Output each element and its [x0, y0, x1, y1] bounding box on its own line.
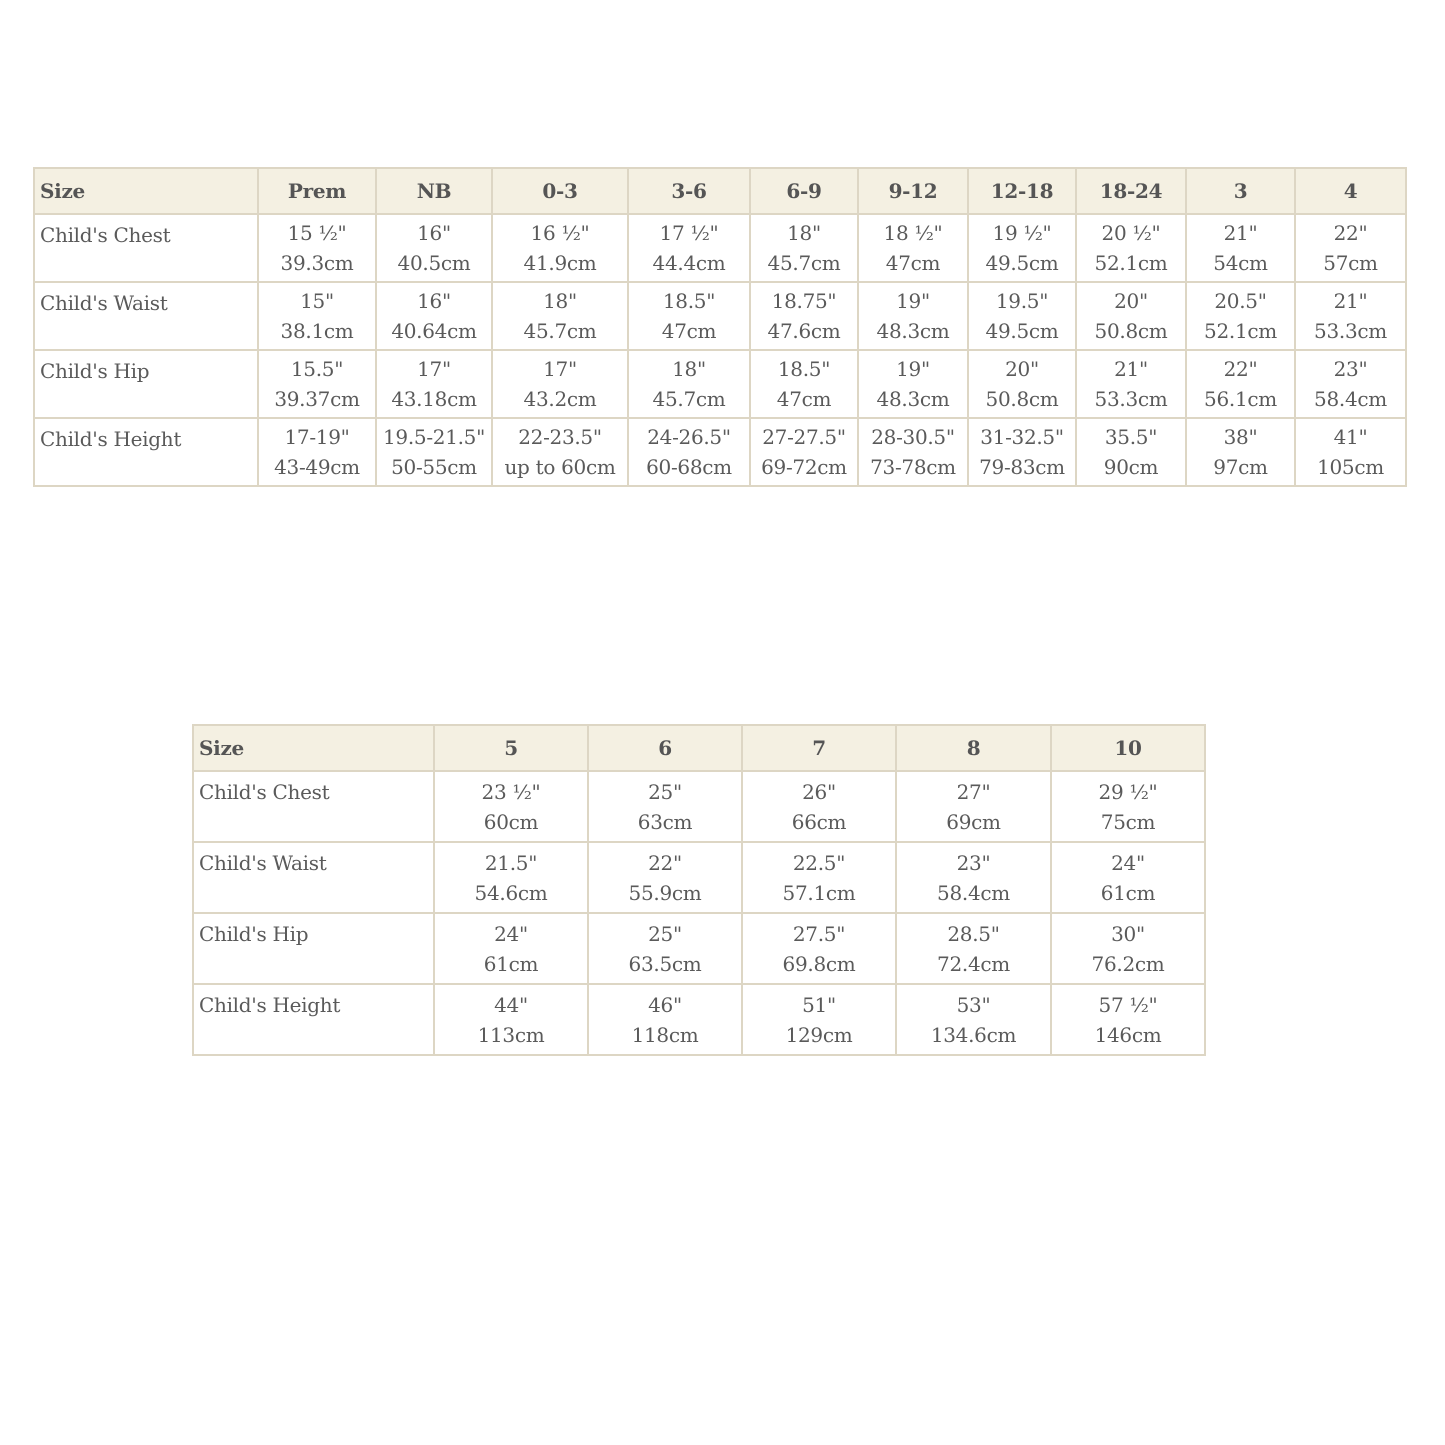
- inch-value: 16 ½": [530, 221, 590, 245]
- inch-value: 19": [896, 357, 930, 381]
- size-chart-table-2: [192, 724, 1206, 1056]
- size-header-label: Size: [193, 725, 434, 771]
- inch-value: 18": [787, 221, 821, 245]
- inch-value: 21": [1333, 289, 1368, 313]
- cm-value: 47.6cm: [767, 319, 841, 343]
- table-row: [34, 418, 1406, 486]
- measurement-cell: [1295, 350, 1406, 418]
- size-column-header: 7: [742, 725, 896, 771]
- size-column-header: 12-18: [968, 168, 1076, 214]
- inch-value: 27": [956, 779, 991, 804]
- measurement-cell: [492, 350, 628, 418]
- row-label: Child's Hip: [34, 350, 258, 418]
- measurement-cell: [1051, 913, 1205, 984]
- table-body: [34, 214, 1406, 486]
- cm-value: 79-83cm: [979, 455, 1065, 479]
- inch-value: 20": [1005, 357, 1039, 381]
- inch-value: 18 ½": [883, 221, 943, 245]
- inch-value: 29 ½": [1098, 779, 1158, 804]
- header-row: [34, 168, 1406, 214]
- cm-value: 40.5cm: [397, 251, 471, 275]
- inch-value: 28.5": [947, 921, 1000, 946]
- inch-value: 35.5": [1104, 425, 1158, 449]
- cm-value: 58.4cm: [1314, 387, 1387, 411]
- measurement-cell: [376, 418, 492, 486]
- inch-value: 15.5": [290, 357, 344, 381]
- measurement-cell: [968, 418, 1076, 486]
- cm-value: 52.1cm: [1094, 251, 1168, 275]
- table-body: [193, 771, 1205, 1055]
- row-label: Child's Height: [34, 418, 258, 486]
- inch-value: 20 ½": [1101, 221, 1161, 245]
- measurement-cell: [742, 771, 896, 842]
- row-label: Child's Chest: [193, 771, 434, 842]
- inch-value: 44": [494, 992, 528, 1017]
- row-label: Child's Height: [193, 984, 434, 1055]
- size-column-header: 10: [1051, 725, 1205, 771]
- measurement-cell: [492, 282, 628, 350]
- cm-value: 57.1cm: [782, 880, 856, 905]
- cm-value: 49.5cm: [985, 251, 1059, 275]
- size-column-header: 18-24: [1076, 168, 1186, 214]
- measurement-cell: [258, 418, 376, 486]
- inch-value: 16": [417, 221, 451, 245]
- inch-value: 18.5": [662, 289, 716, 313]
- measurement-cell: [896, 842, 1051, 913]
- inch-value: 17": [543, 357, 577, 381]
- inch-value: 24": [1111, 850, 1145, 875]
- cm-value: 129cm: [785, 1022, 853, 1047]
- measurement-cell: [742, 842, 896, 913]
- row-label: Child's Waist: [193, 842, 434, 913]
- cm-value: 53.3cm: [1314, 319, 1387, 343]
- inch-value: 23": [956, 850, 991, 875]
- inch-value: 22": [648, 850, 682, 875]
- cm-value: 40.64cm: [391, 319, 477, 343]
- cm-value: 38.1cm: [280, 319, 354, 343]
- measurement-cell: [742, 913, 896, 984]
- measurement-cell: [588, 842, 742, 913]
- measurement-cell: [492, 418, 628, 486]
- cm-value: 60cm: [483, 809, 539, 834]
- table-row: [34, 214, 1406, 282]
- size-column-header: Prem: [258, 168, 376, 214]
- cm-value: 56.1cm: [1204, 387, 1277, 411]
- measurement-cell: [896, 771, 1051, 842]
- measurement-cell: [588, 771, 742, 842]
- cm-value: 45.7cm: [767, 251, 841, 275]
- cm-value: 48.3cm: [876, 319, 950, 343]
- inch-value: 53": [956, 992, 991, 1017]
- cm-value: 61cm: [1100, 880, 1156, 905]
- cm-value: 118cm: [631, 1022, 699, 1047]
- measurement-cell: [896, 913, 1051, 984]
- cm-value: 66cm: [791, 809, 847, 834]
- size-column-header: 6-9: [750, 168, 858, 214]
- inch-value: 19.5-21.5": [382, 425, 486, 449]
- cm-value: 41.9cm: [523, 251, 597, 275]
- inch-value: 18.5": [777, 357, 831, 381]
- cm-value: 50-55cm: [391, 455, 477, 479]
- inch-value: 27.5": [792, 921, 846, 946]
- cm-value: 105cm: [1317, 455, 1384, 479]
- table-row: [34, 350, 1406, 418]
- inch-value: 30": [1111, 921, 1145, 946]
- inch-value: 51": [802, 992, 836, 1017]
- measurement-cell: [896, 984, 1051, 1055]
- cm-value: 97cm: [1213, 455, 1268, 479]
- cm-value: 43.2cm: [523, 387, 597, 411]
- measurement-cell: [750, 350, 858, 418]
- cm-value: 90cm: [1103, 455, 1159, 479]
- measurement-cell: [1076, 350, 1186, 418]
- cm-value: 47cm: [776, 387, 832, 411]
- inch-value: 57 ½": [1098, 992, 1158, 1017]
- cm-value: 58.4cm: [937, 880, 1010, 905]
- inch-value: 22.5": [792, 850, 846, 875]
- cm-value: 43-49cm: [274, 455, 360, 479]
- cm-value: 76.2cm: [1091, 951, 1165, 976]
- cm-value: 134.6cm: [930, 1022, 1017, 1047]
- inch-value: 19.5": [995, 289, 1049, 313]
- measurement-cell: [628, 282, 750, 350]
- inch-value: 25": [648, 779, 682, 804]
- cm-value: 73-78cm: [870, 455, 956, 479]
- measurement-cell: [434, 842, 588, 913]
- header-row: [193, 725, 1205, 771]
- cm-value: 53.3cm: [1094, 387, 1168, 411]
- cm-value: 63cm: [637, 809, 693, 834]
- inch-value: 24-26.5": [647, 425, 731, 449]
- measurement-cell: [628, 350, 750, 418]
- cm-value: 48.3cm: [876, 387, 950, 411]
- table-row: [193, 842, 1205, 913]
- cm-value: 45.7cm: [652, 387, 726, 411]
- inch-value: 28-30.5": [871, 425, 955, 449]
- measurement-cell: [628, 214, 750, 282]
- size-column-header: 4: [1295, 168, 1406, 214]
- inch-value: 17": [417, 357, 451, 381]
- cm-value: 69-72cm: [761, 455, 847, 479]
- size-column-header: 5: [434, 725, 588, 771]
- inch-value: 21.5": [484, 850, 538, 875]
- measurement-cell: [858, 214, 968, 282]
- inch-value: 16": [417, 289, 451, 313]
- size-column-header: 0-3: [492, 168, 628, 214]
- inch-value: 22": [1223, 357, 1258, 381]
- measurement-cell: [858, 282, 968, 350]
- measurement-cell: [588, 984, 742, 1055]
- cm-value: 44.4cm: [652, 251, 726, 275]
- measurement-cell: [1076, 214, 1186, 282]
- cm-value: 39.37cm: [274, 387, 360, 411]
- measurement-cell: [1051, 842, 1205, 913]
- size-column-header: NB: [376, 168, 492, 214]
- inch-value: 15": [300, 289, 334, 313]
- row-label: Child's Waist: [34, 282, 258, 350]
- inch-value: 18": [672, 357, 706, 381]
- table-row: [193, 771, 1205, 842]
- cm-value: 113cm: [477, 1022, 545, 1047]
- inch-value: 15 ½": [287, 221, 347, 245]
- row-label: Child's Chest: [34, 214, 258, 282]
- inch-value: 38": [1223, 425, 1258, 449]
- inch-value: 24": [494, 921, 528, 946]
- inch-value: 25": [648, 921, 682, 946]
- inch-value: 18": [543, 289, 577, 313]
- size-column-header: 3: [1186, 168, 1295, 214]
- cm-value: 69.8cm: [782, 951, 856, 976]
- inch-value: 23": [1333, 357, 1368, 381]
- cm-value: 54cm: [1213, 251, 1268, 275]
- inch-value: 17 ½": [659, 221, 719, 245]
- measurement-cell: [1295, 214, 1406, 282]
- measurement-cell: [858, 418, 968, 486]
- table-row: [193, 984, 1205, 1055]
- cm-value: 47cm: [885, 251, 941, 275]
- inch-value: 22": [1333, 221, 1368, 245]
- inch-value: 20": [1114, 289, 1148, 313]
- measurement-cell: [1186, 418, 1295, 486]
- measurement-cell: [968, 282, 1076, 350]
- cm-value: 50.8cm: [985, 387, 1059, 411]
- measurement-cell: [376, 350, 492, 418]
- measurement-cell: [858, 350, 968, 418]
- size-column-header: 9-12: [858, 168, 968, 214]
- measurement-cell: [588, 913, 742, 984]
- measurement-cell: [750, 418, 858, 486]
- size-column-header: 3-6: [628, 168, 750, 214]
- measurement-cell: [750, 214, 858, 282]
- cm-value: 39.3cm: [280, 251, 354, 275]
- cm-value: 50.8cm: [1094, 319, 1168, 343]
- inch-value: 19": [896, 289, 930, 313]
- cm-value: 61cm: [483, 951, 539, 976]
- table-row: [193, 913, 1205, 984]
- measurement-cell: [968, 350, 1076, 418]
- inch-value: 21": [1223, 221, 1258, 245]
- measurement-cell: [1051, 984, 1205, 1055]
- inch-value: 20.5": [1214, 289, 1267, 313]
- measurement-cell: [1186, 214, 1295, 282]
- inch-value: 18.75": [771, 289, 837, 313]
- inch-value: 31-32.5": [980, 425, 1064, 449]
- measurement-cell: [968, 214, 1076, 282]
- measurement-cell: [628, 418, 750, 486]
- measurement-cell: [1186, 350, 1295, 418]
- measurement-cell: [258, 214, 376, 282]
- measurement-cell: [1051, 771, 1205, 842]
- size-column-header: 8: [896, 725, 1051, 771]
- table-row: [34, 282, 1406, 350]
- measurement-cell: [434, 984, 588, 1055]
- cm-value: 60-68cm: [646, 455, 732, 479]
- measurement-cell: [258, 282, 376, 350]
- measurement-cell: [434, 771, 588, 842]
- measurement-cell: [750, 282, 858, 350]
- cm-value: 54.6cm: [474, 880, 548, 905]
- measurement-cell: [1186, 282, 1295, 350]
- inch-value: 46": [648, 992, 682, 1017]
- measurement-cell: [1076, 282, 1186, 350]
- inch-value: 26": [802, 779, 836, 804]
- inch-value: 27-27.5": [762, 425, 846, 449]
- measurement-cell: [376, 214, 492, 282]
- inch-value: 21": [1114, 357, 1148, 381]
- cm-value: 72.4cm: [937, 951, 1010, 976]
- measurement-cell: [376, 282, 492, 350]
- inch-value: 41": [1333, 425, 1368, 449]
- cm-value: 52.1cm: [1204, 319, 1277, 343]
- measurement-cell: [1295, 282, 1406, 350]
- size-header-label: Size: [34, 168, 258, 214]
- size-column-header: 6: [588, 725, 742, 771]
- cm-value: up to 60cm: [504, 455, 616, 479]
- inch-value: 23 ½": [481, 779, 541, 804]
- measurement-cell: [258, 350, 376, 418]
- cm-value: 63.5cm: [628, 951, 702, 976]
- cm-value: 43.18cm: [391, 387, 477, 411]
- row-label: Child's Hip: [193, 913, 434, 984]
- cm-value: 49.5cm: [985, 319, 1059, 343]
- size-chart-table-1: [33, 167, 1407, 487]
- cm-value: 75cm: [1100, 809, 1156, 834]
- cm-value: 146cm: [1094, 1022, 1162, 1047]
- measurement-cell: [1295, 418, 1406, 486]
- inch-value: 19 ½": [992, 221, 1052, 245]
- inch-value: 22-23.5": [518, 425, 602, 449]
- cm-value: 55.9cm: [628, 880, 702, 905]
- cm-value: 69cm: [946, 809, 1001, 834]
- measurement-cell: [742, 984, 896, 1055]
- measurement-cell: [492, 214, 628, 282]
- cm-value: 45.7cm: [523, 319, 597, 343]
- cm-value: 57cm: [1323, 251, 1378, 275]
- inch-value: 17-19": [284, 425, 350, 449]
- cm-value: 47cm: [661, 319, 717, 343]
- measurement-cell: [434, 913, 588, 984]
- measurement-cell: [1076, 418, 1186, 486]
